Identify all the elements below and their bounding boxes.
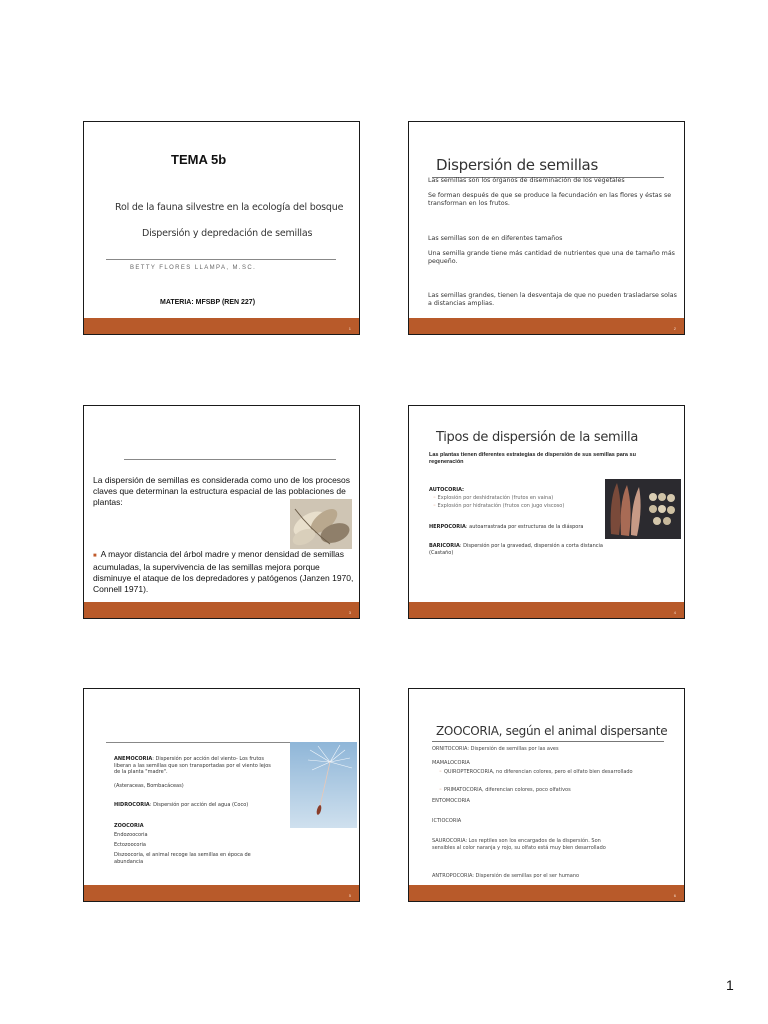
zoocoria-label: ZOOCORIA	[114, 823, 144, 829]
hidrocoria-item: HIDROCORIA: Dispersión por acción del agua (Coco)	[114, 802, 249, 808]
paragraph: Una semilla grande tiene más cantidad de nutrientes que una de tamaño más pequeño.	[428, 250, 675, 265]
slide-footer	[409, 885, 684, 901]
slide-number: 5	[348, 893, 351, 898]
slide-footer	[84, 602, 359, 618]
dandelion-seed-photo	[290, 742, 357, 828]
list-item: ◦ QUIROPTEROCORIA, no diferencian colores, pero el olfato bien desarrollado	[439, 769, 633, 775]
list-item: ORNITOCORIA: Dispersión de semillas por las aves	[432, 746, 559, 752]
anemocoria-example: (Asteraceas, Bombacáceas)	[114, 783, 184, 789]
list-item: SAUROCORIA: Los reptiles son los encargados de la dispersión. Son sensibles al color naranja y rojo, su olfato está muy bien desarrollado	[432, 838, 606, 851]
list-item: ANTROPOCORIA: Dispersión de semillas por el ser humano	[432, 873, 580, 879]
slide-number: 4	[673, 610, 676, 615]
slide-number: 2	[673, 326, 676, 331]
seed-photo	[290, 499, 352, 549]
slide-footer	[409, 318, 684, 334]
slide-3	[83, 405, 360, 619]
divider	[124, 459, 336, 460]
baricoria-item: BARICORIA: Dispersión por la gravedad, dispersión a corta distancia (Castaño)	[429, 543, 603, 556]
slide-4	[408, 405, 685, 619]
list-item: ENTOMOCORIA	[432, 798, 470, 804]
paragraph: Se forman después de que se produce la fecundación en las flores y éstas se transforman en los frutos.	[428, 192, 672, 207]
slide-footer	[409, 602, 684, 618]
bullet-item	[93, 549, 355, 595]
bullet-square-icon: ■	[93, 553, 97, 559]
page-number: 1	[726, 977, 734, 993]
list-item: ◦ PRIMATOCORIA, diferencian colores, poco olfativos	[439, 787, 571, 793]
slide-5	[83, 688, 360, 902]
paragraph: La dispersión de semillas es considerada como uno de los procesos claves que determinan la estructura espacial de las poblaciones de plantas:	[93, 475, 351, 507]
list-text: Explosión por hidratación (frutos con jugo viscoso)	[437, 503, 565, 509]
anemocoria-item: ANEMOCORIA: Dispersión por acción del viento- Los frutos liberan a las semillas que son transportadas por el viento lejos de la planta "madre".	[114, 756, 271, 775]
list-item: MAMALOCORIA	[432, 760, 470, 766]
list-item: Endozoocoria	[114, 832, 148, 838]
list-text: Explosión por deshidratación (frutos en vaina)	[437, 495, 554, 501]
autocoria-label: AUTOCORIA:	[429, 487, 465, 493]
slide-title: ZOOCORIA, según el animal dispersante	[436, 724, 668, 738]
slide-number: 6	[673, 893, 676, 898]
slide-6	[408, 688, 685, 902]
title-underline	[432, 741, 664, 742]
divider	[106, 259, 336, 260]
slide-2	[408, 121, 685, 335]
slide-title: Dispersión de semillas	[436, 156, 598, 174]
slide-1	[83, 121, 360, 335]
subtitle-dispersion: Dispersión y depredación de semillas	[142, 228, 313, 239]
subtitle-rol: Rol de la fauna silvestre en la ecología del bosque	[115, 202, 344, 213]
list-item: Diszoocoria, el animal recoge las semillas en época de abundancia	[114, 852, 251, 865]
author: BETTY FLORES LLAMPA, M.SC.	[130, 265, 257, 271]
subtitle: Las plantas tienen diferentes estrategias de dispersión de sus semillas para su regeneración	[429, 452, 636, 465]
paragraph: Las semillas son de en diferentes tamaños	[428, 235, 563, 242]
slide-number: 3	[348, 610, 351, 615]
slide-title: Tipos de dispersión de la semilla	[436, 430, 639, 445]
slide-footer	[84, 318, 359, 334]
list-item: ◦ Explosión por deshidratación (frutos en vaina)	[433, 495, 554, 501]
herpocoria-item: HERPOCORIA: autoarrastrada por estructuras de la diáspora	[429, 524, 584, 530]
seed-pods-photo	[605, 479, 681, 539]
list-item: ICTIOCORIA	[432, 818, 462, 824]
materia: MATERIA: MFSBP (REN 227)	[160, 299, 256, 306]
slide-footer	[84, 885, 359, 901]
slide-title: TEMA 5b	[171, 152, 227, 167]
paragraph: Las semillas son los órganos de diseminación de los vegetales	[428, 177, 625, 184]
list-item: ◦ Explosión por hidratación (frutos con jugo viscoso)	[433, 503, 565, 509]
paragraph: Las semillas grandes, tienen la desventaja de que no pueden trasladarse solas a distancias amplias.	[428, 292, 677, 307]
slide-number: 1	[348, 326, 351, 331]
bullet-text: A mayor distancia del árbol madre y menor densidad de semillas acumuladas, la supervivencia de las semillas mejora porque disminuye el ataque de los depredadores y patógenos (Janzen 1970, Connell 1971).	[93, 549, 354, 594]
list-item: Ectozoocoria	[114, 842, 146, 848]
